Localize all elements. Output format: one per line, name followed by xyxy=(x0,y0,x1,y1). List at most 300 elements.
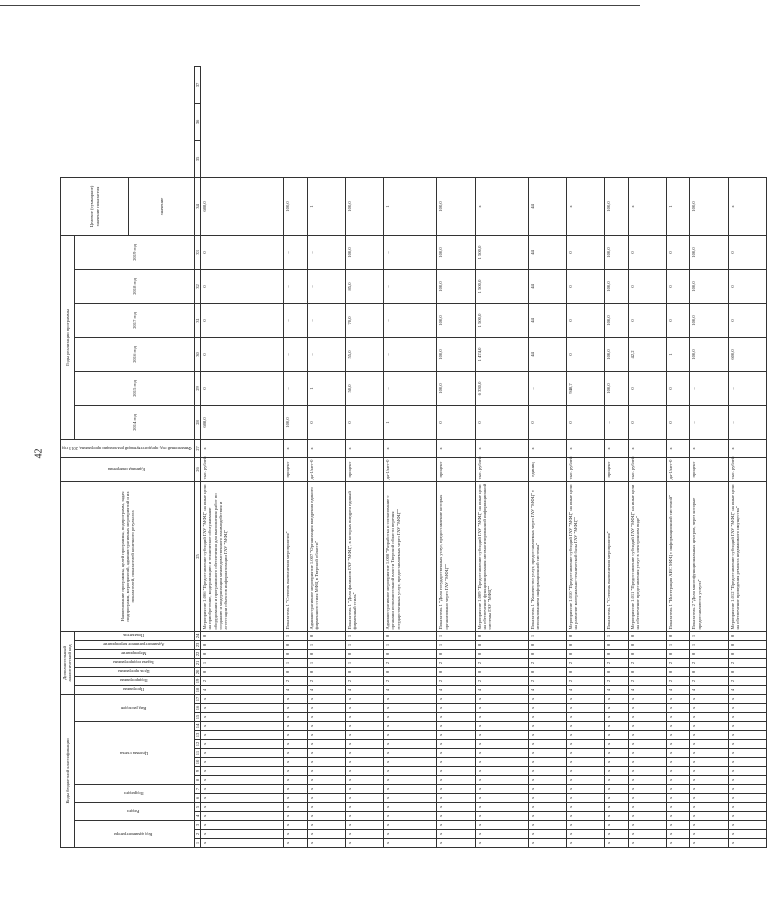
extra-code-cell: 0 xyxy=(345,649,383,658)
extra-code-cell: 0 xyxy=(667,667,690,676)
table-row xyxy=(307,67,345,848)
code-cell: х xyxy=(384,694,437,703)
extra-code-cell: 1 xyxy=(345,640,383,649)
table-row xyxy=(201,67,284,848)
code-cell: х xyxy=(437,767,475,776)
year-value-cell: 55,0 xyxy=(345,337,383,371)
year-3: 2016 год xyxy=(74,337,194,371)
code-cell: х xyxy=(528,785,566,794)
code-cell: х xyxy=(728,839,766,848)
code-cell: х xyxy=(628,722,666,731)
code-cell: х xyxy=(384,821,437,830)
column-index: 13 xyxy=(194,731,200,740)
code-cell: х xyxy=(201,722,284,731)
extra-code-cell: 0 xyxy=(284,649,307,658)
base-cell: х xyxy=(475,439,528,457)
year-value-cell: 0 xyxy=(201,235,284,269)
code-cell: х xyxy=(667,767,690,776)
column-index: 27 xyxy=(194,439,200,457)
extra-code-cell: 1 xyxy=(528,631,566,640)
code-cell: х xyxy=(728,758,766,767)
year-value-cell: 0 xyxy=(201,303,284,337)
year-value-cell: 70,0 xyxy=(345,303,383,337)
code-cell: х xyxy=(667,713,690,722)
year-value-cell: 0 xyxy=(201,337,284,371)
code-cell: х xyxy=(284,713,307,722)
unit-header-text: Единица измерения xyxy=(108,467,146,473)
extra-code-cell: 2 xyxy=(605,676,628,685)
code-cell: х xyxy=(690,812,728,821)
code-cell: х xyxy=(437,803,475,812)
base-cell: х xyxy=(628,439,666,457)
code-cell: х xyxy=(384,776,437,785)
page-number: 42 xyxy=(33,448,45,459)
unit-cell: да-1/нет-0 xyxy=(667,457,690,481)
code-cell: х xyxy=(690,767,728,776)
extra-code-cell: 0 xyxy=(567,649,605,658)
column-index: 31 xyxy=(194,303,200,337)
column-index: 26 xyxy=(194,457,200,481)
code-cell: х xyxy=(284,776,307,785)
extra-code-cell: 2 xyxy=(605,658,628,667)
code-cell: х xyxy=(345,740,383,749)
extra-code-cell: 0 xyxy=(528,667,566,676)
code-cell: х xyxy=(628,749,666,758)
code-cell: х xyxy=(201,713,284,722)
code-cell: х xyxy=(628,821,666,830)
extra-code-cell: 0 xyxy=(567,640,605,649)
year-value-cell: 688,0 xyxy=(201,405,284,439)
year-value-cell: 85,0 xyxy=(345,269,383,303)
code-cell: х xyxy=(628,694,666,703)
code-cell: х xyxy=(307,785,345,794)
code-cell: х xyxy=(284,821,307,830)
code-cell: х xyxy=(667,839,690,848)
year-value-cell: 0 xyxy=(345,405,383,439)
year-value-cell: 100,0 xyxy=(605,303,628,337)
code-cell: х xyxy=(384,704,437,713)
extra-code-cell: 2 xyxy=(690,658,728,667)
year-4: 2017 год xyxy=(74,303,194,337)
extra-code-cell: 1 xyxy=(307,658,345,667)
code-cell: х xyxy=(437,839,475,848)
budget-col-label: Подраздел xyxy=(123,791,144,797)
code-cell: х xyxy=(667,776,690,785)
code-cell: х xyxy=(528,803,566,812)
code-cell: х xyxy=(567,694,605,703)
program-table xyxy=(60,66,767,848)
code-cell: х xyxy=(475,722,528,731)
code-cell: х xyxy=(528,812,566,821)
code-cell: х xyxy=(667,740,690,749)
table-row xyxy=(284,67,307,848)
extra-code-cell: 0 xyxy=(284,640,307,649)
year-value-cell: – xyxy=(284,371,307,405)
code-cell: х xyxy=(690,704,728,713)
code-cell: х xyxy=(690,794,728,803)
extra-code-cell: 4 xyxy=(567,685,605,694)
extra-code-cell: 0 xyxy=(567,631,605,640)
extra-code-cell: 4 xyxy=(384,685,437,694)
code-cell: х xyxy=(690,821,728,830)
year-value-cell: 0 xyxy=(667,405,690,439)
year-value-cell: – xyxy=(307,235,345,269)
code-cell: х xyxy=(201,803,284,812)
year-value-cell: 100,0 xyxy=(690,337,728,371)
extra-code-cell: 1 xyxy=(307,640,345,649)
code-cell: х xyxy=(605,731,628,740)
description-cell: Показатель 1 "Интеграция АИС МФЦ с информационной системой" xyxy=(667,481,690,631)
year-value-cell: 100,0 xyxy=(605,371,628,405)
unit-cell: да-1/нет-0 xyxy=(307,457,345,481)
extra-col-4 xyxy=(74,658,194,667)
extra-code-cell: 4 xyxy=(475,685,528,694)
extra-code-cell: 0 xyxy=(201,667,284,676)
code-cell: х xyxy=(628,740,666,749)
extra-code-cell: 1 xyxy=(437,640,475,649)
code-cell: х xyxy=(475,731,528,740)
code-cell: х xyxy=(690,803,728,812)
budget-col-2 xyxy=(74,803,194,821)
unit-cell: тыс. рублей xyxy=(628,457,666,481)
year-value-cell: – xyxy=(728,405,766,439)
year-value-cell: 100,0 xyxy=(437,371,475,405)
code-cell: х xyxy=(605,758,628,767)
year-value-cell: 100,0 xyxy=(437,337,475,371)
code-cell: х xyxy=(728,794,766,803)
year-value-cell: 0 xyxy=(628,303,666,337)
extra-code-cell: 0 xyxy=(284,667,307,676)
column-index: 24 xyxy=(194,631,200,640)
code-cell: х xyxy=(667,812,690,821)
code-cell: х xyxy=(384,830,437,839)
code-cell: х xyxy=(345,794,383,803)
code-cell: х xyxy=(628,704,666,713)
unit-cell: тыс. рублей xyxy=(567,457,605,481)
code-cell: х xyxy=(528,713,566,722)
unit-cell: тыс. рублей xyxy=(201,457,284,481)
code-cell: х xyxy=(605,830,628,839)
code-cell: х xyxy=(384,722,437,731)
year-value-cell: 44 xyxy=(528,303,566,337)
year-value-cell: 0 xyxy=(437,405,475,439)
code-cell: х xyxy=(437,749,475,758)
unit-cell: процент xyxy=(345,457,383,481)
extra-code-cell: 4 xyxy=(667,685,690,694)
extra-col-label: Подпрограмма xyxy=(119,678,148,684)
code-cell: х xyxy=(475,821,528,830)
code-cell: х xyxy=(528,694,566,703)
code-cell: х xyxy=(567,740,605,749)
code-cell: х xyxy=(384,839,437,848)
code-cell: х xyxy=(728,767,766,776)
final-value-cell: х xyxy=(728,177,766,235)
code-cell: х xyxy=(345,830,383,839)
year-value-cell: 0 xyxy=(667,235,690,269)
extra-code-cell: 1 xyxy=(284,631,307,640)
code-cell: х xyxy=(307,830,345,839)
unit-cell: тыс. рублей xyxy=(728,457,766,481)
code-cell: х xyxy=(628,839,666,848)
extra-code-cell: 4 xyxy=(728,685,766,694)
year-value-cell: 0 xyxy=(628,405,666,439)
year-value-cell: 100,0 xyxy=(605,337,628,371)
year-value-cell: 0 xyxy=(567,303,605,337)
code-cell: х xyxy=(728,812,766,821)
column-index: 4 xyxy=(194,812,200,821)
code-cell: х xyxy=(567,776,605,785)
year-value-cell: 100,0 xyxy=(437,303,475,337)
year-value-cell: 1 500,0 xyxy=(475,269,528,303)
column-index: 7 xyxy=(194,785,200,794)
code-cell: х xyxy=(667,785,690,794)
code-cell: х xyxy=(528,722,566,731)
code-cell: х xyxy=(528,821,566,830)
year-value-cell: – xyxy=(728,371,766,405)
extra-code-cell: 1 xyxy=(667,640,690,649)
code-cell: х xyxy=(728,740,766,749)
code-cell: х xyxy=(345,704,383,713)
extra-code-cell: 1 xyxy=(690,640,728,649)
year-value-cell: – xyxy=(690,371,728,405)
extra-code-cell: 0 xyxy=(475,649,528,658)
code-cell: х xyxy=(345,767,383,776)
extra-code-cell: 0 xyxy=(728,667,766,676)
extra-code-cell: 0 xyxy=(628,631,666,640)
year-value-cell: 0 xyxy=(667,303,690,337)
year-2: 2015 год xyxy=(74,371,194,405)
code-cell: х xyxy=(528,776,566,785)
description-cell: Мероприятие 1.009 "Предоставление субсидий ГАУ "МФЦ" на иные цели на обеспечение функционирования автоматизированной информационной системы ГАУ "МФЦ"" xyxy=(475,481,528,631)
code-cell: х xyxy=(667,821,690,830)
year-value-cell: 0 xyxy=(628,235,666,269)
extra-code-cell: 4 xyxy=(690,685,728,694)
extra-code-cell: 0 xyxy=(307,649,345,658)
base-cell: х xyxy=(567,439,605,457)
code-cell: х xyxy=(690,758,728,767)
code-cell: х xyxy=(690,722,728,731)
code-cell: х xyxy=(437,794,475,803)
code-cell: х xyxy=(307,776,345,785)
year-value-cell: – xyxy=(605,405,628,439)
extra-code-cell: 2 xyxy=(567,676,605,685)
budget-col-label: Код администратора xyxy=(114,831,153,837)
code-cell: х xyxy=(567,812,605,821)
year-value-cell: 0 xyxy=(475,405,528,439)
code-cell: х xyxy=(307,740,345,749)
code-cell: х xyxy=(628,794,666,803)
year-value-cell: 0 xyxy=(201,269,284,303)
column-index: 25 xyxy=(194,481,200,631)
column-index: 2 xyxy=(194,830,200,839)
extra-col-label: Мероприятие xyxy=(120,651,147,657)
code-cell: х xyxy=(728,785,766,794)
column-index: 35 xyxy=(194,140,200,177)
year-value-cell: 100,0 xyxy=(605,269,628,303)
year-value-cell: – xyxy=(284,337,307,371)
code-cell: х xyxy=(690,713,728,722)
code-cell: х xyxy=(284,758,307,767)
code-cell: х xyxy=(605,821,628,830)
code-cell: х xyxy=(345,821,383,830)
description-cell: Мероприятие 1.010 "Предоставление субсидий ГАУ "МФЦ" на иные цели на развитие материально-технической базы ГАУ "МФЦ"" xyxy=(567,481,605,631)
extra-code-cell: 2 xyxy=(475,676,528,685)
extra-col-1 xyxy=(74,685,194,694)
extra-code-cell: 4 xyxy=(345,685,383,694)
extra-code-cell: 2 xyxy=(667,676,690,685)
base-cell: х xyxy=(437,439,475,457)
code-cell: х xyxy=(384,767,437,776)
extra-code-cell: 4 xyxy=(437,685,475,694)
column-index: 16 xyxy=(194,704,200,713)
unit-header xyxy=(61,457,195,481)
column-index: 12 xyxy=(194,740,200,749)
extra-code-cell: 1 xyxy=(345,658,383,667)
extra-code-cell: 1 xyxy=(690,631,728,640)
extra-code-cell: 0 xyxy=(201,640,284,649)
code-cell: х xyxy=(475,830,528,839)
extra-code-cell: 0 xyxy=(728,631,766,640)
year-value-cell: 0 xyxy=(567,405,605,439)
column-index: 6 xyxy=(194,794,200,803)
code-cell: х xyxy=(690,839,728,848)
extra-code-cell: 4 xyxy=(201,685,284,694)
base-cell: х xyxy=(384,439,437,457)
extra-code-cell: 2 xyxy=(345,676,383,685)
code-cell: х xyxy=(690,731,728,740)
column-index: 3 xyxy=(194,821,200,830)
extra-code-cell: 2 xyxy=(667,658,690,667)
code-cell: х xyxy=(437,812,475,821)
code-cell: х xyxy=(307,767,345,776)
code-cell: х xyxy=(605,722,628,731)
code-cell: х xyxy=(667,749,690,758)
code-cell: х xyxy=(437,704,475,713)
year-value-cell: 1 500,0 xyxy=(475,235,528,269)
code-cell: х xyxy=(437,821,475,830)
code-cell: х xyxy=(567,722,605,731)
code-cell: х xyxy=(307,722,345,731)
code-cell: х xyxy=(475,694,528,703)
year-value-cell: – xyxy=(384,269,437,303)
code-cell: х xyxy=(605,694,628,703)
extra-code-cell: 0 xyxy=(345,667,383,676)
extra-code-cell: 2 xyxy=(567,658,605,667)
code-cell: х xyxy=(384,713,437,722)
code-cell: х xyxy=(475,794,528,803)
column-index: 14 xyxy=(194,722,200,731)
budget-col-1 xyxy=(74,821,194,848)
description-cell: Показатель 2 "Доля многофункциональных центров, через которые предоставляются услуги" xyxy=(690,481,728,631)
column-index: 1 xyxy=(194,839,200,848)
base-cell: х xyxy=(284,439,307,457)
code-cell: х xyxy=(605,812,628,821)
code-cell: х xyxy=(567,713,605,722)
column-index: 34 xyxy=(194,177,200,235)
code-cell: х xyxy=(345,731,383,740)
code-cell: х xyxy=(728,830,766,839)
extra-col-label: Цель программы xyxy=(117,669,150,675)
extra-code-cell: 0 xyxy=(628,667,666,676)
code-cell: х xyxy=(345,749,383,758)
extra-code-cell: 2 xyxy=(384,658,437,667)
description-cell: Административное мероприятие 1.008 "Разработка и согласование с органами исполнительной власти Тверской области перечня государственных услуг, предоставляемых через ГАУ "МФЦ"" xyxy=(384,481,437,631)
code-cell: х xyxy=(475,812,528,821)
extra-code-cell: 0 xyxy=(667,649,690,658)
code-cell: х xyxy=(667,704,690,713)
code-cell: х xyxy=(284,794,307,803)
extra-code-cell: 1 xyxy=(201,658,284,667)
base-cell: х xyxy=(728,439,766,457)
final-value-cell: 100,0 xyxy=(284,177,307,235)
code-cell: х xyxy=(528,704,566,713)
year-value-cell: 1 xyxy=(667,337,690,371)
code-cell: х xyxy=(201,767,284,776)
base-cell: х xyxy=(667,439,690,457)
code-cell: х xyxy=(307,704,345,713)
budget-col-5 xyxy=(74,694,194,721)
base-year-header-text: Финансовый год, предшествующий реализации программы, 2013 год xyxy=(62,446,192,452)
budget-col-label: Раздел xyxy=(127,809,140,815)
code-cell: х xyxy=(475,704,528,713)
years-header: Годы реализации программы xyxy=(61,235,75,439)
extra-code-cell: 4 xyxy=(628,685,666,694)
table-row xyxy=(567,67,605,848)
year-value-cell: 100,0 xyxy=(284,405,307,439)
code-cell: х xyxy=(201,740,284,749)
column-index: 10 xyxy=(194,758,200,767)
code-cell: х xyxy=(201,694,284,703)
year-value-cell: – xyxy=(284,269,307,303)
year-5: 2018 год xyxy=(74,269,194,303)
code-cell: х xyxy=(284,785,307,794)
extra-code-cell: 0 xyxy=(628,640,666,649)
code-cell: х xyxy=(437,830,475,839)
top-rule xyxy=(0,5,640,6)
code-cell: х xyxy=(307,794,345,803)
code-cell: х xyxy=(345,803,383,812)
base-cell: х xyxy=(690,439,728,457)
code-cell: х xyxy=(728,821,766,830)
description-cell: Административное мероприятие 1.007 "Организация внедрения единого фирменного стиля МФЦ в Тверской области" xyxy=(307,481,345,631)
code-cell: х xyxy=(437,731,475,740)
year-value-cell: – xyxy=(384,235,437,269)
extra-code-cell: 1 xyxy=(345,631,383,640)
code-cell: х xyxy=(307,758,345,767)
code-cell: х xyxy=(528,740,566,749)
unit-cell: процент xyxy=(690,457,728,481)
code-cell: х xyxy=(475,776,528,785)
year-value-cell: – xyxy=(528,371,566,405)
code-cell: х xyxy=(345,776,383,785)
code-cell: х xyxy=(307,713,345,722)
extra-col-6 xyxy=(74,640,194,649)
year-value-cell: 600,0 xyxy=(728,337,766,371)
year-value-cell: 44 xyxy=(528,235,566,269)
year-value-cell: 948,7 xyxy=(567,371,605,405)
final-value-cell: 1 xyxy=(307,177,345,235)
extra-code-cell: 0 xyxy=(728,640,766,649)
year-value-cell: 50,0 xyxy=(345,371,383,405)
column-index: 8 xyxy=(194,776,200,785)
final-sub: значение xyxy=(129,177,195,235)
final-value-cell: 1 xyxy=(384,177,437,235)
extra-code-cell: 0 xyxy=(384,649,437,658)
code-cell: х xyxy=(201,839,284,848)
extra-code-cell: 0 xyxy=(728,649,766,658)
year-value-cell: 100,0 xyxy=(690,269,728,303)
year-value-cell: 100,0 xyxy=(437,269,475,303)
